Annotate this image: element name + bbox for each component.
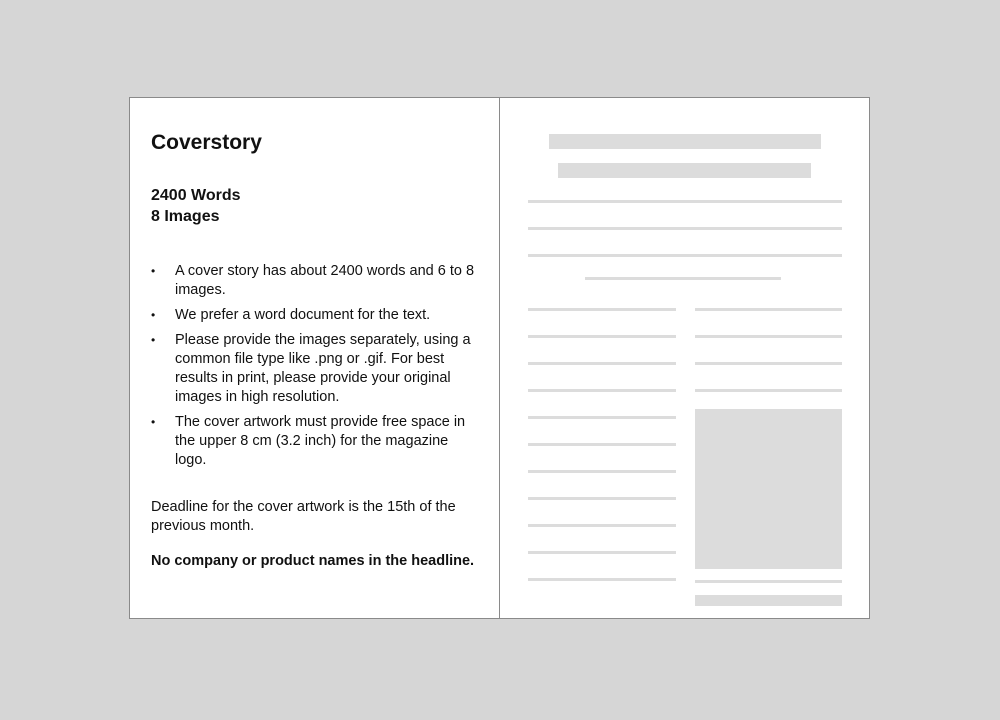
list-item [151, 306, 481, 325]
text-line [528, 578, 676, 581]
intro-line [528, 200, 842, 203]
deadline-text: Deadline for the cover artwork is the 15th of the previous month. [151, 499, 456, 534]
text-line [528, 362, 676, 365]
list-item-text: Please provide the images separately, using a common file type like .png or .gif. For best results in print, please provide your original images in high resolution. [175, 332, 471, 405]
bullet-icon: • [151, 333, 156, 347]
subheadline-placeholder [558, 163, 811, 178]
text-line [528, 389, 676, 392]
text-line [695, 389, 842, 392]
text-line [528, 443, 676, 446]
bullet-icon: • [151, 264, 156, 278]
list-item [151, 331, 481, 407]
requirements-list [151, 262, 481, 476]
page-title: Coverstory [151, 131, 262, 154]
text-line [528, 308, 676, 311]
list-item [151, 413, 481, 470]
right-page-layout-preview [500, 98, 869, 618]
intro-line [528, 227, 842, 230]
list-item-text: We prefer a word document for the text. [175, 307, 431, 323]
text-line [528, 335, 676, 338]
text-line [695, 308, 842, 311]
text-line [695, 362, 842, 365]
list-item-text: The cover artwork must provide free space in the upper 8 cm (3.2 inch) for the magazine logo. [175, 414, 466, 468]
caption-block [695, 595, 842, 606]
caption-line [695, 580, 842, 583]
intro-line [528, 254, 842, 257]
text-line [528, 416, 676, 419]
headline-notice: No company or product names in the headline. [151, 553, 475, 569]
headline-placeholder [549, 134, 821, 149]
text-line [528, 524, 676, 527]
text-line [528, 551, 676, 554]
magazine-spread [129, 97, 870, 619]
intro-line [585, 277, 781, 280]
text-line [528, 497, 676, 500]
bullet-icon: • [151, 415, 156, 429]
left-page [130, 98, 499, 618]
list-item [151, 262, 481, 300]
text-line [695, 335, 842, 338]
text-line [528, 470, 676, 473]
bullet-icon: • [151, 308, 156, 322]
image-count: 8 Images [151, 208, 220, 225]
specs-block [151, 185, 241, 227]
image-placeholder [695, 409, 842, 569]
list-item-text: A cover story has about 2400 words and 6 to 8 images. [175, 263, 475, 298]
word-count: 2400 Words [151, 187, 241, 204]
